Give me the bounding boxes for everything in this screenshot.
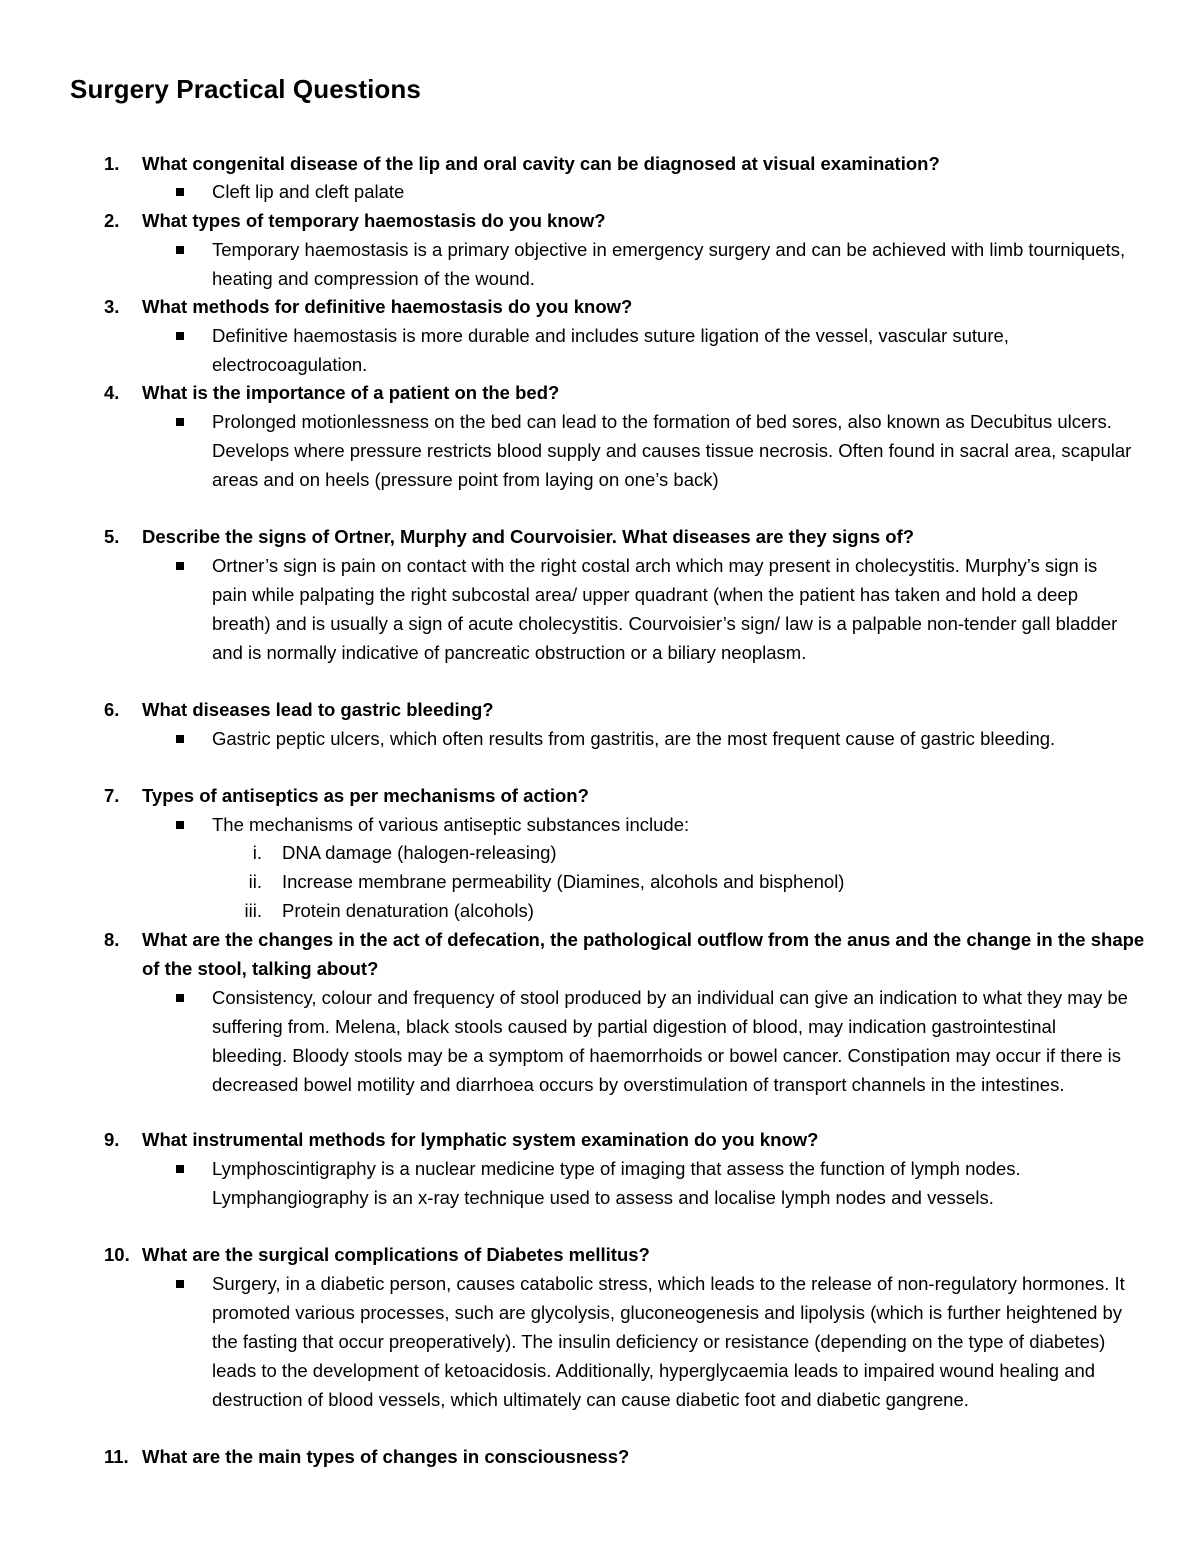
answer-text: Surgery, in a diabetic person, causes catabolic stress, which leads to the release of non-regulatory hormones. It promoted various processes, such are glycolysis, gluconeogenesis and lipolysis (which is further heightened by the fasting that occur preoperatively). The insulin deficiency or resistance (depending on the type of diabetes) leads to the development of ketoacidosis. Additionally, hyperglycaemia leads to impaired wound healing and destruction of blood vessels, which ultimately can cause diabetic foot and diabetic gangrene.	[212, 1273, 1125, 1410]
answer-text: Lymphoscintigraphy is a nuclear medicine type of imaging that assess the function of lymph nodes. Lymphangiography is an x-ray technique used to assess and localise lymph nodes and vessels.	[212, 1158, 1021, 1208]
subitem-1	[236, 838, 1136, 867]
answer-text: Gastric peptic ulcers, which often results from gastritis, are the most frequent cause of gastric bleeding.	[212, 728, 1056, 749]
question-text: What are the main types of changes in consciousness?	[142, 1446, 630, 1467]
question-number: 8.	[104, 929, 120, 950]
question-11	[104, 1442, 1164, 1471]
question-2	[104, 206, 1164, 235]
answer-text: Ortner’s sign is pain on contact with the right costal arch which may present in cholecystitis. Murphy’s sign is pain while palpating the right subcostal area/ upper quadrant (when the patient has taken and hold a deep breath) and is usually a sign of acute cholecystitis. Courvoisier’s sign/ law is a palpable non-tender gall bladder and is normally indicative of pancreatic obstruction or a biliary neoplasm.	[212, 555, 1118, 663]
square-bullet-icon	[176, 332, 184, 340]
question-5	[104, 522, 1164, 551]
question-number: 1.	[104, 153, 120, 174]
answer-10	[176, 1269, 1136, 1414]
square-bullet-icon	[176, 418, 184, 426]
document-title: Surgery Practical Questions	[70, 74, 421, 104]
answer-5	[176, 551, 1136, 667]
question-10	[104, 1240, 1164, 1269]
square-bullet-icon	[176, 735, 184, 743]
answer-text: Temporary haemostasis is a primary objective in emergency surgery and can be achieved with limb tourniquets, heating and compression of the wound.	[212, 239, 1126, 289]
question-text: What instrumental methods for lymphatic system examination do you know?	[142, 1129, 819, 1150]
answer-9	[176, 1154, 1136, 1212]
subitem-text: Increase membrane permeability (Diamines, alcohols and bisphenol)	[282, 871, 845, 892]
question-number: 9.	[104, 1129, 120, 1150]
answer-text: Definitive haemostasis is more durable and includes suture ligation of the vessel, vascular suture, electrocoagulation.	[212, 325, 1009, 375]
answer-text: Prolonged motionlessness on the bed can lead to the formation of bed sores, also known as Decubitus ulcers. Develops where pressure restricts blood supply and causes tissue necrosis. Often found in sacral area, scapular areas and on heels (pressure point from laying on one’s back)	[212, 411, 1132, 490]
roman-numeral: i.	[252, 842, 262, 863]
question-3	[104, 292, 1164, 321]
square-bullet-icon	[176, 1165, 184, 1173]
question-4	[104, 378, 1164, 407]
answer-text: Consistency, colour and frequency of stool produced by an individual can give an indication to what they may be suffering from. Melena, black stools caused by partial digestion of blood, may indication gastrointestinal bleeding. Bloody stools may be a symptom of haemorrhoids or bowel cancer. Constipation may occur if there is decreased bowel motility and diarrhoea occurs by overstimulation of transport channels in the intestines.	[212, 987, 1128, 1095]
question-text: What diseases lead to gastric bleeding?	[142, 699, 494, 720]
question-8	[104, 925, 1164, 983]
question-text: What types of temporary haemostasis do you know?	[142, 210, 606, 231]
subitem-2	[236, 867, 1136, 896]
question-text: Describe the signs of Ortner, Murphy and Courvoisier. What diseases are they signs of?	[142, 526, 915, 547]
question-9	[104, 1125, 1164, 1154]
question-number: 4.	[104, 382, 120, 403]
square-bullet-icon	[176, 562, 184, 570]
subitem-text: DNA damage (halogen-releasing)	[282, 842, 557, 863]
answer-6	[176, 724, 1136, 753]
question-number: 6.	[104, 699, 120, 720]
question-number: 10.	[104, 1244, 130, 1265]
question-6	[104, 695, 1164, 724]
square-bullet-icon	[176, 821, 184, 829]
question-text: What are the changes in the act of defecation, the pathological outflow from the anus and the change in the shape of the stool, talking about?	[142, 929, 1145, 979]
question-1	[104, 149, 1164, 178]
question-text: Types of antiseptics as per mechanisms of action?	[142, 785, 589, 806]
answer-text: Cleft lip and cleft palate	[212, 181, 405, 202]
answer-7	[176, 810, 1136, 839]
answer-2	[176, 235, 1136, 293]
answer-text: The mechanisms of various antiseptic substances include:	[212, 814, 690, 835]
answer-1	[176, 177, 1136, 206]
question-text: What congenital disease of the lip and oral cavity can be diagnosed at visual examination?	[142, 153, 940, 174]
square-bullet-icon	[176, 188, 184, 196]
question-number: 5.	[104, 526, 120, 547]
question-7	[104, 781, 1164, 810]
square-bullet-icon	[176, 994, 184, 1002]
square-bullet-icon	[176, 1280, 184, 1288]
question-text: What methods for definitive haemostasis do you know?	[142, 296, 633, 317]
question-text: What are the surgical complications of Diabetes mellitus?	[142, 1244, 650, 1265]
square-bullet-icon	[176, 246, 184, 254]
question-number: 11.	[104, 1446, 129, 1467]
roman-numeral: iii.	[244, 900, 262, 921]
answer-4	[176, 407, 1136, 494]
question-number: 2.	[104, 210, 120, 231]
question-number: 3.	[104, 296, 120, 317]
subitem-text: Protein denaturation (alcohols)	[282, 900, 534, 921]
question-number: 7.	[104, 785, 120, 806]
answer-8	[176, 983, 1136, 1099]
subitem-3	[236, 896, 1136, 925]
answer-3	[176, 321, 1136, 379]
roman-numeral: ii.	[248, 871, 262, 892]
question-text: What is the importance of a patient on the bed?	[142, 382, 560, 403]
